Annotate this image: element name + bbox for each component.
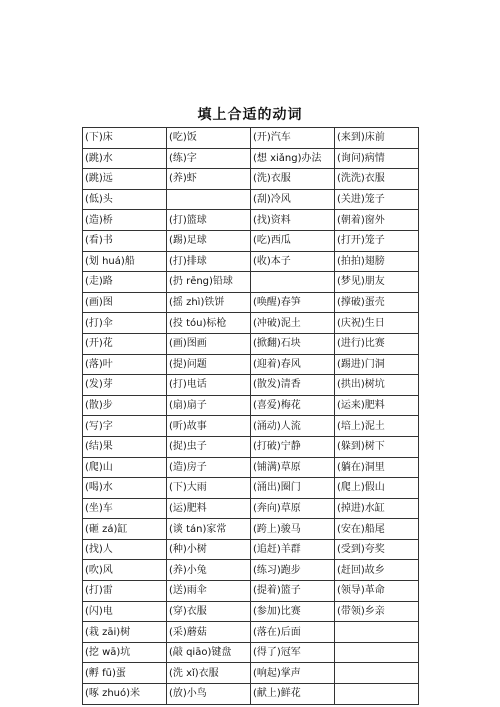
table-cell (335, 642, 419, 663)
table-cell: (种)小树 (167, 539, 251, 560)
table-cell: (谈 tán)家常 (167, 519, 251, 540)
table-cell: (爬上)假山 (335, 478, 419, 499)
table-row (83, 210, 419, 231)
table-cell: (关进)笼子 (335, 189, 419, 210)
table-row (83, 519, 419, 540)
table-cell: (来到)床前 (335, 128, 419, 149)
table-row (83, 251, 419, 272)
table-cell: (踢)足球 (167, 230, 251, 251)
table-row (83, 128, 419, 149)
table-cell: (挖 wā)坑 (83, 642, 167, 663)
table-cell: (敲 qiāo)键盘 (167, 642, 251, 663)
table-cell: (运来)肥料 (335, 395, 419, 416)
table-row (83, 478, 419, 499)
table-row (83, 684, 419, 705)
table-cell: (喜爱)梅花 (251, 395, 335, 416)
table-cell (335, 663, 419, 684)
table-row (83, 560, 419, 581)
table-cell: (躲到)树下 (335, 436, 419, 457)
table-cell: (养)小兔 (167, 560, 251, 581)
table-cell: (刮)冷风 (251, 189, 335, 210)
table-cell: (吃)饭 (167, 128, 251, 149)
table-cell: (吃)西瓜 (251, 230, 335, 251)
table-cell: (下)床 (83, 128, 167, 149)
table-cell: (安在)船尾 (335, 519, 419, 540)
table-row (83, 457, 419, 478)
table-cell: (投 tóu)标枪 (167, 313, 251, 334)
table-row (83, 333, 419, 354)
table-cell: (打)雷 (83, 581, 167, 602)
table-cell: (踢进)门洞 (335, 354, 419, 375)
table-cell: (造)房子 (167, 457, 251, 478)
table-cell: (得了)冠军 (251, 642, 335, 663)
table-cell: (放)小鸟 (167, 684, 251, 705)
table-cell: (询问)病情 (335, 148, 419, 169)
table-cell: (结)果 (83, 436, 167, 457)
table-cell: (打)伞 (83, 313, 167, 334)
table-cell: (打破)宁静 (251, 436, 335, 457)
table-cell: (练)字 (167, 148, 251, 169)
table-row (83, 230, 419, 251)
table-cell: (收)本子 (251, 251, 335, 272)
table-row (83, 601, 419, 622)
table-row (83, 581, 419, 602)
table-cell: (冲破)泥土 (251, 313, 335, 334)
table-cell: (打)电话 (167, 375, 251, 396)
table-cell: (划 huá)船 (83, 251, 167, 272)
table-cell: (画)图画 (167, 333, 251, 354)
table-cell: (铺满)草原 (251, 457, 335, 478)
table-cell: (捉)虫子 (167, 436, 251, 457)
table-cell: (栽 zāi)树 (83, 622, 167, 643)
table-row (83, 416, 419, 437)
table-cell: (唤醒)春笋 (251, 292, 335, 313)
table-cell: (画)图 (83, 292, 167, 313)
table-cell: (领导)革命 (335, 581, 419, 602)
table-row (83, 292, 419, 313)
table-cell: (打开)笼子 (335, 230, 419, 251)
table-cell: (养)虾 (167, 169, 251, 190)
table-cell: (洗洗)衣服 (335, 169, 419, 190)
table-cell: (跨上)骏马 (251, 519, 335, 540)
table-row (83, 169, 419, 190)
table-row (83, 375, 419, 396)
table-cell: (想 xiǎng)办法 (251, 148, 335, 169)
table-cell: (拱出)树坑 (335, 375, 419, 396)
table-cell: (低)头 (83, 189, 167, 210)
table-cell: (培上)泥土 (335, 416, 419, 437)
table-row (83, 189, 419, 210)
table-cell (335, 622, 419, 643)
table-cell: (参加)比赛 (251, 601, 335, 622)
table-cell (167, 189, 251, 210)
table-row (83, 395, 419, 416)
table-cell: (坐)车 (83, 498, 167, 519)
table-cell: (躺在)洞里 (335, 457, 419, 478)
table-row (83, 148, 419, 169)
table-cell: (摇 zhì)铁饼 (167, 292, 251, 313)
table-row (83, 622, 419, 643)
table-row (83, 642, 419, 663)
table-cell: (下)大雨 (167, 478, 251, 499)
table-cell: (扇)扇子 (167, 395, 251, 416)
table-cell: (造)桥 (83, 210, 167, 231)
table-cell: (跳)远 (83, 169, 167, 190)
table-cell: (找)资料 (251, 210, 335, 231)
table-cell: (洗 xǐ)衣服 (167, 663, 251, 684)
table-row (83, 539, 419, 560)
table-cell: (跳)水 (83, 148, 167, 169)
table-cell: (落在)后面 (251, 622, 335, 643)
table-cell: (打)排球 (167, 251, 251, 272)
table-cell: (庆祝)生日 (335, 313, 419, 334)
table-cell: (练习)跑步 (251, 560, 335, 581)
table-cell: (扔 rēng)铅球 (167, 272, 251, 293)
table-cell: (带领)乡亲 (335, 601, 419, 622)
table-cell: (爬)山 (83, 457, 167, 478)
table-cell: (掉进)水缸 (335, 498, 419, 519)
verb-table-body (83, 128, 419, 705)
table-cell: (啄 zhuó)米 (83, 684, 167, 705)
verb-table (82, 127, 419, 705)
table-cell: (涌出)圈门 (251, 478, 335, 499)
table-cell: (发)芽 (83, 375, 167, 396)
table-cell: (吹)风 (83, 560, 167, 581)
table-cell (335, 684, 419, 705)
table-row (83, 498, 419, 519)
table-cell: (涌动)人流 (251, 416, 335, 437)
table-cell: (梦见)朋友 (335, 272, 419, 293)
table-cell: (拍拍)翅膀 (335, 251, 419, 272)
table-cell: (散发)清香 (251, 375, 335, 396)
table-cell: (散)步 (83, 395, 167, 416)
table-cell: (写)字 (83, 416, 167, 437)
page-title: 填上合适的动词 (197, 107, 303, 123)
table-cell: (赶回)故乡 (335, 560, 419, 581)
table-cell: (穿)衣服 (167, 601, 251, 622)
table-cell (251, 272, 335, 293)
table-cell: (开)花 (83, 333, 167, 354)
table-cell: (响起)掌声 (251, 663, 335, 684)
table-cell: (采)蘑菇 (167, 622, 251, 643)
table-cell: (追赶)羊群 (251, 539, 335, 560)
table-cell: (孵 fū)蛋 (83, 663, 167, 684)
table-cell: (砸 zá)缸 (83, 519, 167, 540)
table-cell: (送)雨伞 (167, 581, 251, 602)
table-cell: (奔向)草原 (251, 498, 335, 519)
table-row (83, 436, 419, 457)
table-cell: (开)汽车 (251, 128, 335, 149)
table-cell: (闪)电 (83, 601, 167, 622)
table-cell: (找)人 (83, 539, 167, 560)
table-cell: (提着)篮子 (251, 581, 335, 602)
table-cell: (撑破)蛋壳 (335, 292, 419, 313)
table-cell: (朝着)窗外 (335, 210, 419, 231)
table-cell: (看)书 (83, 230, 167, 251)
table-cell: (落)叶 (83, 354, 167, 375)
table-cell: (运)肥料 (167, 498, 251, 519)
table-cell: (喝)水 (83, 478, 167, 499)
table-row (83, 272, 419, 293)
table-cell: (打)篮球 (167, 210, 251, 231)
table-cell: (献上)鲜花 (251, 684, 335, 705)
table-row (83, 354, 419, 375)
table-cell: (迎着)春风 (251, 354, 335, 375)
table-cell: (掀翻)石块 (251, 333, 335, 354)
table-cell: (提)问题 (167, 354, 251, 375)
table-cell: (走)路 (83, 272, 167, 293)
table-cell: (洗)衣服 (251, 169, 335, 190)
table-row (83, 313, 419, 334)
table-cell: (听)故事 (167, 416, 251, 437)
table-cell: (受到)夸奖 (335, 539, 419, 560)
table-row (83, 663, 419, 684)
table-cell: (进行)比赛 (335, 333, 419, 354)
